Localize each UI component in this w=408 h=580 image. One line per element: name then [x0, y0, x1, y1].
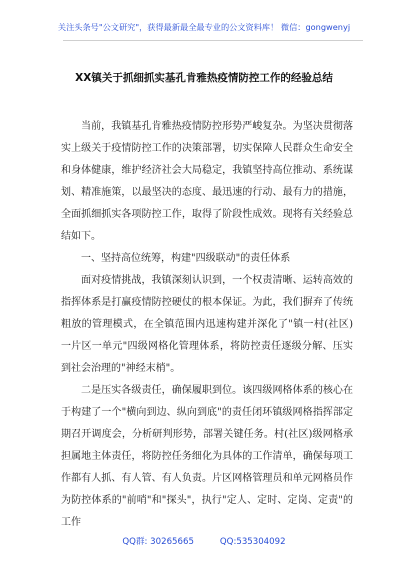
body-paragraph: 面对疫情挑战，我镇深刻认识到，一个权责清晰、运转高效的指挥体系是打赢疫情防控硬仗的根本保证。为此，我们摒弃了传统粗放的管理模式，在全镇范围内迅速构建并深化了"镇一村(社区)一片区一单元"四级网格化管理体系，将防控责任逐级分解、压实到社会治理的"神经末梢"。 — [61, 275, 353, 374]
header-divider — [63, 40, 363, 41]
body-paragraph: 当前，我镇基孔肯雅热疫情防控形势严峻复杂。为坚决贯彻落实上级关于疫情防控工作的决策部署，切实保障人民群众生命安全和身体健康，维护经济社会大局稳定，我镇坚持高位推动、系统谋划、精准施策，以最坚决的态度、最迅速的行动、最有力的措施，全面抓细抓实各项防控工作，取得了阶段性成效。现将有关经验总结如下。 — [61, 121, 353, 242]
document-body — [61, 116, 353, 534]
footer-qq-group: QQ群: 30265665 — [122, 537, 194, 547]
header-promo-note: 关注头条号"公文研究"，获得最新最全最专业的公文资料库！ 微信：gongwenyj — [57, 22, 351, 32]
section-heading: 一、坚持高位统筹，构建"四级联动"的责任体系 — [81, 253, 291, 264]
footer-contact — [0, 535, 408, 547]
footer-qq: QQ:535304092 — [219, 537, 286, 547]
body-paragraph: 二是压实各级责任，确保履职到位。该四级网格体系的核心在于构建了一个"横向到边、纵向到底"的责任闭环镇级网格指挥部定期召开调度会，分析研判形势，部署关键任务。村(社区)级网格承担属地主体责任，将防控任务细化为具体的工作清单，确保每项工作都有人抓、有人管、有人负责。片区网格管理员和单元网格员作为防控体系的"前哨"和"探头"，执行"定人、定时、定岗、定责"的工作 — [61, 385, 353, 528]
document-title: XX镇关于抓细抓实基孔肯雅热疫情防控工作的经验总结 — [75, 72, 333, 84]
